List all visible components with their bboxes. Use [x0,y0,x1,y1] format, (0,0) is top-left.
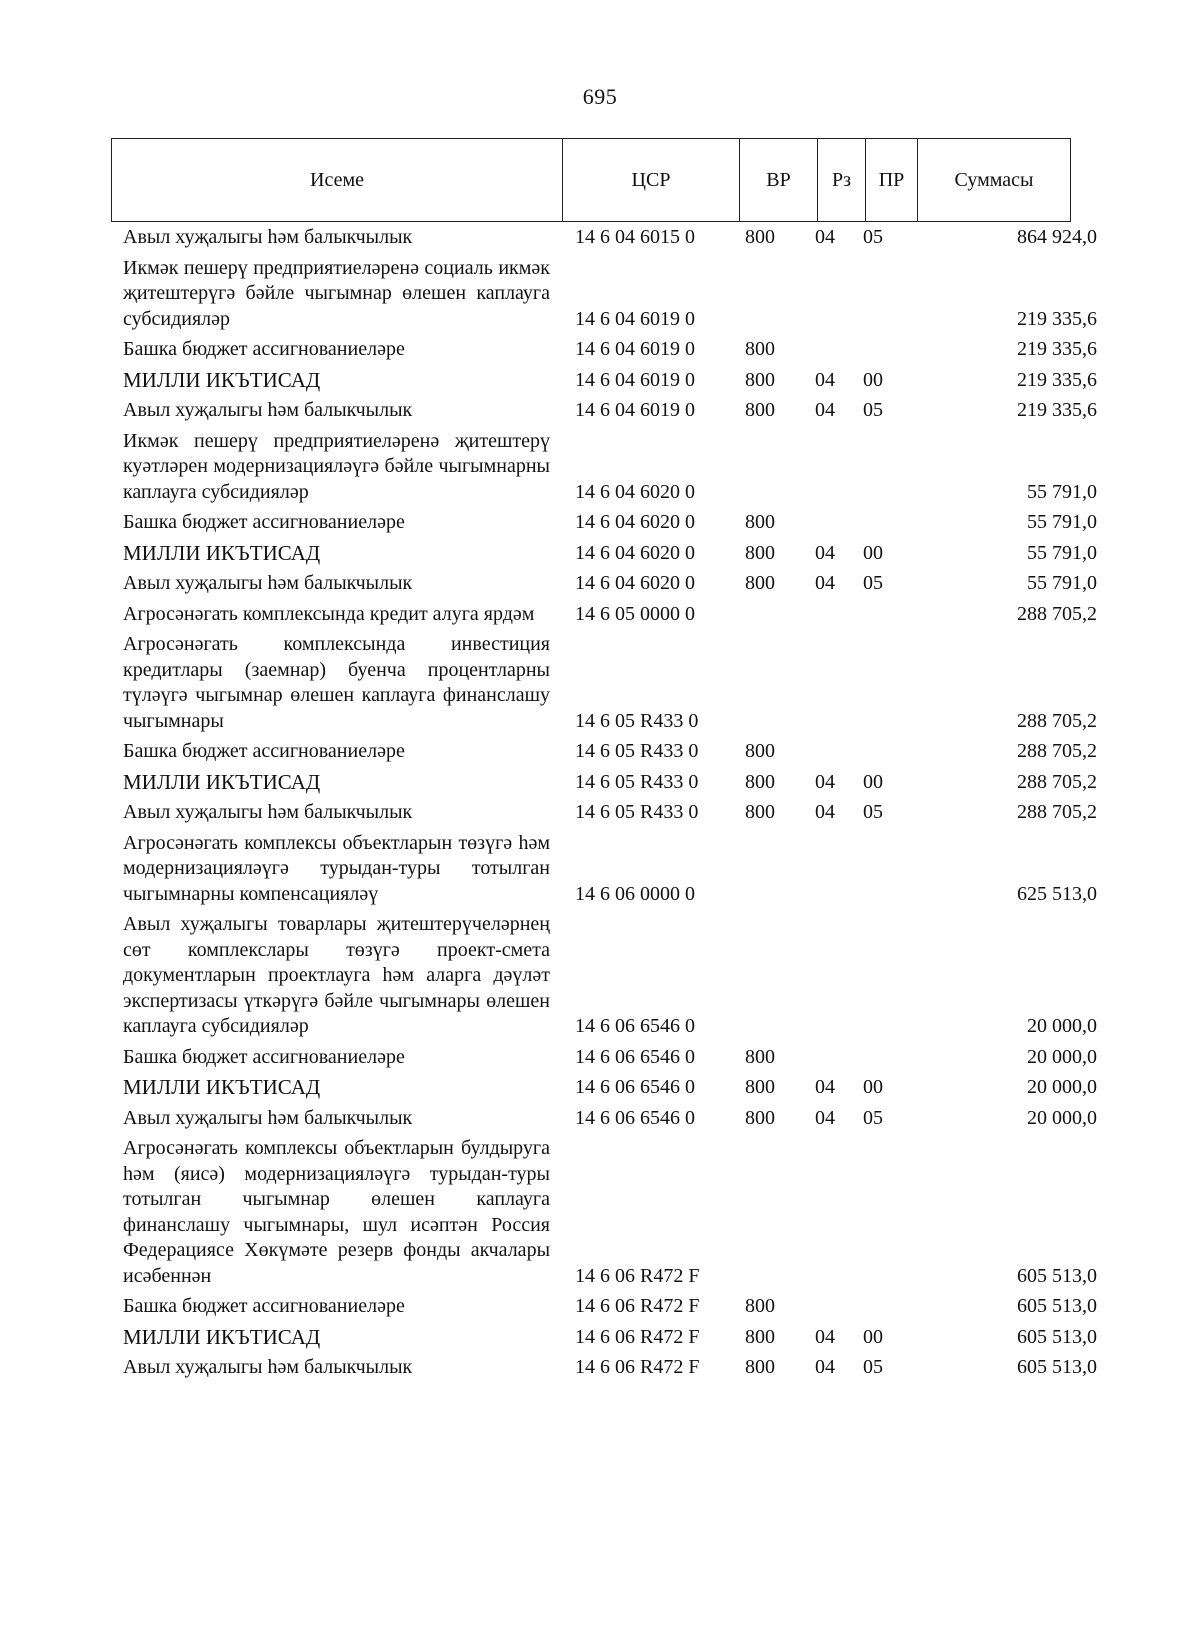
table-row [123,912,1097,1040]
cell-vr: 800 [745,541,775,564]
cell-csr: 14 6 06 6546 0 [575,1076,695,1098]
cell-csr: 14 6 06 6546 0 [575,1015,695,1037]
cell-name: Авыл хуҗалыгы һәм балыкчылык [123,399,413,421]
header-name: Исеме [112,139,563,221]
table-row [123,337,1097,363]
cell-name: Икмәк пешерү предприятиеләренә җитештерү куәтләрен модернизацияләүгә бәйле чыгымнарны каплауга субсидияләр [123,429,550,503]
cell-sum: 219 335,6 [1017,399,1097,421]
cell-sum: 55 791,0 [1027,541,1097,564]
table-row [123,1325,1097,1351]
cell-rz: 04 [815,770,835,793]
cell-pr: 05 [863,572,883,594]
cell-csr: 14 6 04 6020 0 [575,541,695,564]
header-sum: Суммасы [954,168,1034,191]
table-row [123,632,1097,734]
cell-vr: 800 [745,338,775,360]
cell-name: Башка бюджет ассигнованиеләре [123,1295,405,1317]
cell-vr: 800 [745,801,775,823]
cell-csr: 14 6 04 6019 0 [575,307,695,330]
cell-rz: 04 [815,1106,835,1129]
table-row [123,510,1097,536]
cell-sum: 288 705,2 [1017,801,1097,823]
cell-pr: 05 [863,1106,883,1129]
cell-vr: 800 [745,1106,775,1129]
cell-csr: 14 6 04 6020 0 [575,480,695,503]
cell-csr: 14 6 05 0000 0 [575,602,695,625]
cell-name: Икмәк пешерү предприятиеләренә социаль икмәк җитештерүгә бәйле чыгымнар өлешен каплауга субсидияләр [123,256,550,330]
cell-rz: 04 [815,226,835,248]
cell-sum: 605 513,0 [1017,1264,1097,1287]
cell-sum: 625 513,0 [1017,882,1097,905]
table-body [123,225,1097,1386]
cell-csr: 14 6 05 R433 0 [575,709,699,732]
cell-sum: 605 513,0 [1017,1356,1097,1378]
cell-sum: 20 000,0 [1027,1015,1097,1037]
cell-csr: 14 6 06 6546 0 [575,1045,695,1068]
cell-rz: 04 [815,541,835,564]
cell-name: Авыл хуҗалыгы һәм балыкчылык [123,572,413,594]
cell-name: МИЛЛИ ИКЪТИСАД [123,1324,321,1349]
cell-rz: 04 [815,801,835,823]
cell-name: Агросәнәгать комплексында инвестиция кредитлары (заемнар) буенча процентларны түләүгә чыгымнар өлешен каплауга финанслашу чыгымнары [123,633,550,732]
cell-pr: 05 [863,226,883,248]
cell-vr: 800 [745,1356,775,1378]
cell-sum: 288 705,2 [1017,740,1097,762]
cell-csr: 14 6 05 R433 0 [575,770,699,793]
table-row [123,1355,1097,1381]
cell-vr: 800 [745,1076,775,1098]
cell-csr: 14 6 06 R472 F [575,1356,700,1378]
table-row [123,602,1097,628]
page-number: 695 [582,84,618,109]
table-row [123,739,1097,765]
cell-pr: 00 [863,541,883,564]
table-row [123,225,1097,251]
cell-csr: 14 6 04 6019 0 [575,368,695,391]
cell-sum: 55 791,0 [1027,511,1097,533]
cell-sum: 20 000,0 [1027,1106,1097,1129]
cell-rz: 04 [815,1356,835,1378]
cell-sum: 605 513,0 [1017,1295,1097,1317]
cell-name: МИЛЛИ ИКЪТИСАД [123,540,321,565]
cell-name: МИЛЛИ ИКЪТИСАД [123,1075,321,1099]
cell-pr: 00 [863,1076,883,1098]
header-pr: ПР [866,139,918,221]
cell-sum: 219 335,6 [1017,307,1097,330]
cell-csr: 14 6 04 6015 0 [575,226,695,248]
cell-vr: 800 [745,511,775,533]
cell-sum: 20 000,0 [1027,1076,1097,1098]
cell-csr: 14 6 06 R472 F [575,1264,700,1287]
table-row [123,1294,1097,1320]
cell-pr: 05 [863,1356,883,1378]
table-row [123,571,1097,597]
cell-vr: 800 [745,770,775,793]
table-row [123,541,1097,567]
cell-vr: 800 [745,226,775,248]
cell-vr: 800 [745,368,775,391]
cell-csr: 14 6 06 R472 F [575,1325,700,1348]
cell-csr: 14 6 06 R472 F [575,1295,700,1317]
cell-sum: 288 705,2 [1017,770,1097,793]
cell-csr: 14 6 04 6019 0 [575,399,695,421]
cell-name: МИЛЛИ ИКЪТИСАД [123,367,321,392]
table-row [123,1045,1097,1071]
cell-name: Агросәнәгать комплексында кредит алуга ярдәм [123,602,535,625]
cell-name: Агросәнәгать комплексы объектларын төзүгә һәм модернизацияләүгә турыдан-туры тотылган чыгымнарны компенсацияләү [123,831,550,905]
cell-csr: 14 6 05 R433 0 [575,740,699,762]
cell-name: Авыл хуҗалыгы һәм балыкчылык [123,1106,413,1129]
cell-rz: 04 [815,1076,835,1098]
cell-csr: 14 6 06 6546 0 [575,1106,695,1129]
table-row [123,1075,1097,1101]
cell-vr: 800 [745,1325,775,1348]
cell-csr: 14 6 04 6020 0 [575,572,695,594]
cell-vr: 800 [745,740,775,762]
cell-pr: 00 [863,1325,883,1348]
cell-name: Башка бюджет ассигнованиеләре [123,1045,405,1068]
cell-name: Авыл хуҗалыгы һәм балыкчылык [123,226,413,248]
cell-csr: 14 6 06 0000 0 [575,882,695,905]
cell-name: Башка бюджет ассигнованиеләре [123,338,405,360]
cell-sum: 55 791,0 [1027,480,1097,503]
cell-sum: 219 335,6 [1017,368,1097,391]
cell-vr: 800 [745,399,775,421]
table-row [123,398,1097,424]
cell-sum: 20 000,0 [1027,1045,1097,1068]
cell-sum: 288 705,2 [1017,709,1097,732]
cell-name: Авыл хуҗалыгы һәм балыкчылык [123,1356,413,1378]
table-row [123,1106,1097,1132]
table-row [123,800,1097,826]
cell-csr: 14 6 05 R433 0 [575,801,699,823]
cell-csr: 14 6 04 6019 0 [575,338,695,360]
cell-name: МИЛЛИ ИКЪТИСАД [123,769,321,794]
cell-name: Башка бюджет ассигнованиеләре [123,740,405,762]
cell-rz: 04 [815,572,835,594]
cell-rz: 04 [815,368,835,391]
table-row [123,831,1097,908]
cell-pr: 05 [863,399,883,421]
cell-pr: 00 [863,770,883,793]
cell-name: Башка бюджет ассигнованиеләре [123,511,405,533]
cell-name: Авыл хуҗалыгы товарлары җитештерүчеләрнең сөт комплекслары төзүгә проект-смета документларын проектлауга һәм аларга дәүләт экспертизасы үткәрүгә бәйле чыгымнары өлешен каплауга субсидияләр [123,913,550,1037]
cell-sum: 219 335,6 [1017,338,1097,360]
cell-sum: 55 791,0 [1027,572,1097,594]
cell-sum: 864 924,0 [1017,226,1097,248]
header-csr: ЦСР [563,139,740,221]
cell-vr: 800 [745,1295,775,1317]
table-row [123,1136,1097,1289]
table-row [123,368,1097,394]
cell-name: Агросәнәгать комплексы объектларын булдыруга һәм (яисә) модернизацияләүгә турыдан-туры тотылган чыгымнар өлешен каплауга финанслашу чыгымнары, шул исәптән Россия Федерациясе Хөкүмәте резерв фонды акчалары исәбеннән [123,1137,550,1287]
cell-vr: 800 [745,1045,775,1068]
table-header [111,138,1071,222]
cell-name: Авыл хуҗалыгы һәм балыкчылык [123,801,413,823]
cell-csr: 14 6 04 6020 0 [575,511,695,533]
header-vr: ВР [740,139,818,221]
cell-pr: 00 [863,368,883,391]
cell-vr: 800 [745,572,775,594]
cell-sum: 288 705,2 [1017,602,1097,625]
cell-rz: 04 [815,399,835,421]
cell-sum: 605 513,0 [1017,1325,1097,1348]
cell-rz: 04 [815,1325,835,1348]
cell-pr: 05 [863,801,883,823]
table-row [123,429,1097,506]
table-row [123,770,1097,796]
table-row [123,256,1097,333]
header-rz: Рз [818,139,866,221]
